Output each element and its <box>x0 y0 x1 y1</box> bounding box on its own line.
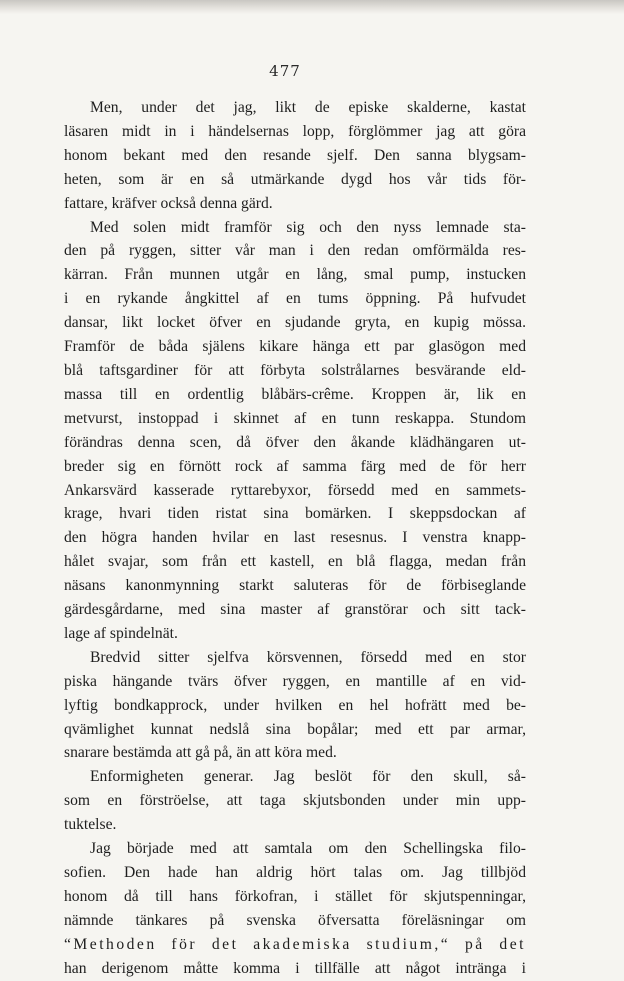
text-line: massa till en ordentlig blåbärs-crême. Kroppen är, lik en <box>64 385 526 403</box>
text-line: i en rykande ångkittel af en tums öppning. På hufvudet <box>64 290 526 308</box>
text-line: förändras denna scen, då öfver den åkande klädhängaren ut- <box>64 433 526 451</box>
text-line: piska hängande tvärs öfver ryggen, en mantille af en vid- <box>64 672 526 690</box>
text-line: breder sig en förnött rock af samma färg med de för herr <box>64 457 526 475</box>
text-line: kärran. Från munnen utgår en lång, smal pump, instucken <box>64 266 526 284</box>
text-line: Jag började med att samtala om den Schellingska filo- <box>90 840 526 858</box>
text-line: Ankarsvärd kasserade ryttarebyxor, försedd med en sammets- <box>64 481 526 499</box>
text-line: den högra handen hvilar en last resesnus. I venstra knapp- <box>64 529 526 547</box>
text-line: Framför de båda själens kikare hänga ett par glasögon med <box>64 338 526 356</box>
text-line: blå taftsgardiner för att förbyta solstrålarnes besvärande eld- <box>64 361 526 379</box>
text-line: lyftig bondkapprock, under hvilken en hel hofrätt med be- <box>64 696 526 714</box>
text-line: snarare bestämda att gå på, än att köra med. <box>64 744 337 762</box>
text-line: den på ryggen, sitter vår man i den redan omförmälda res- <box>64 242 526 260</box>
text-line: Bredvid sitter sjelfva körsvennen, försedd med en stor <box>90 648 526 666</box>
text-line: honom bekant med den resande sjelf. Den sanna blygsam- <box>64 146 526 164</box>
text-line: fattare, kräfver också denna gärd. <box>64 194 273 212</box>
text-line: dansar, likt locket öfver en sjudande gryta, en kupig mössa. <box>64 314 526 332</box>
text-line: hålet svajar, som från ett kastell, en blå flagga, medan från <box>64 553 526 571</box>
text-line: näsans kanonmynning starkt saluteras för de förbiseglande <box>64 577 526 595</box>
text-line: Enformigheten generar. Jag beslöt för den skull, så- <box>90 768 526 786</box>
text-line: lage af spindelnät. <box>64 624 178 642</box>
text-line: metvurst, instoppad i skinnet af en tunn reskappa. Stundom <box>64 409 526 427</box>
text-line: läsaren midt in i händelsernas lopp, förglömmer jag att göra <box>64 122 526 140</box>
text-line: han derigenom måtte komma i tillfälle att något intränga i <box>64 959 526 977</box>
text-line: “Methoden för det akademiska studium,“ på det <box>64 935 526 953</box>
text-line: tuktelse. <box>64 816 117 834</box>
text-line: Med solen midt framför sig och den nyss lemnade sta- <box>90 218 526 236</box>
text-line: Men, under det jag, likt de episke skalderne, kastat <box>90 99 526 116</box>
text-line: krage, hvari tiden ristat sina bomärken. I skeppsdockan af <box>64 505 526 523</box>
text-line: heten, som är en så utmärkande dygd hos vår tids för- <box>64 170 526 188</box>
text-line: som en förströelse, att taga skjutsbonden under min upp- <box>64 792 526 810</box>
text-line: nämnde tänkares på svenska öfversatta föreläsningar om <box>64 911 526 929</box>
body-text <box>64 96 526 981</box>
text-line: honom då till hans förkofran, i stället för skjutspenningar, <box>64 887 526 905</box>
text-line: qvämlighet kunnat nedslå sina bopålar; med ett par armar, <box>64 720 526 738</box>
text-line: gärdesgårdarne, med sina master af granstörar och sitt tack- <box>64 601 526 619</box>
scan-edge <box>0 0 624 14</box>
page-number: 477 <box>269 62 301 80</box>
text-line: sofien. Den hade han aldrig hört talas om. Jag tillbjöd <box>64 864 526 881</box>
